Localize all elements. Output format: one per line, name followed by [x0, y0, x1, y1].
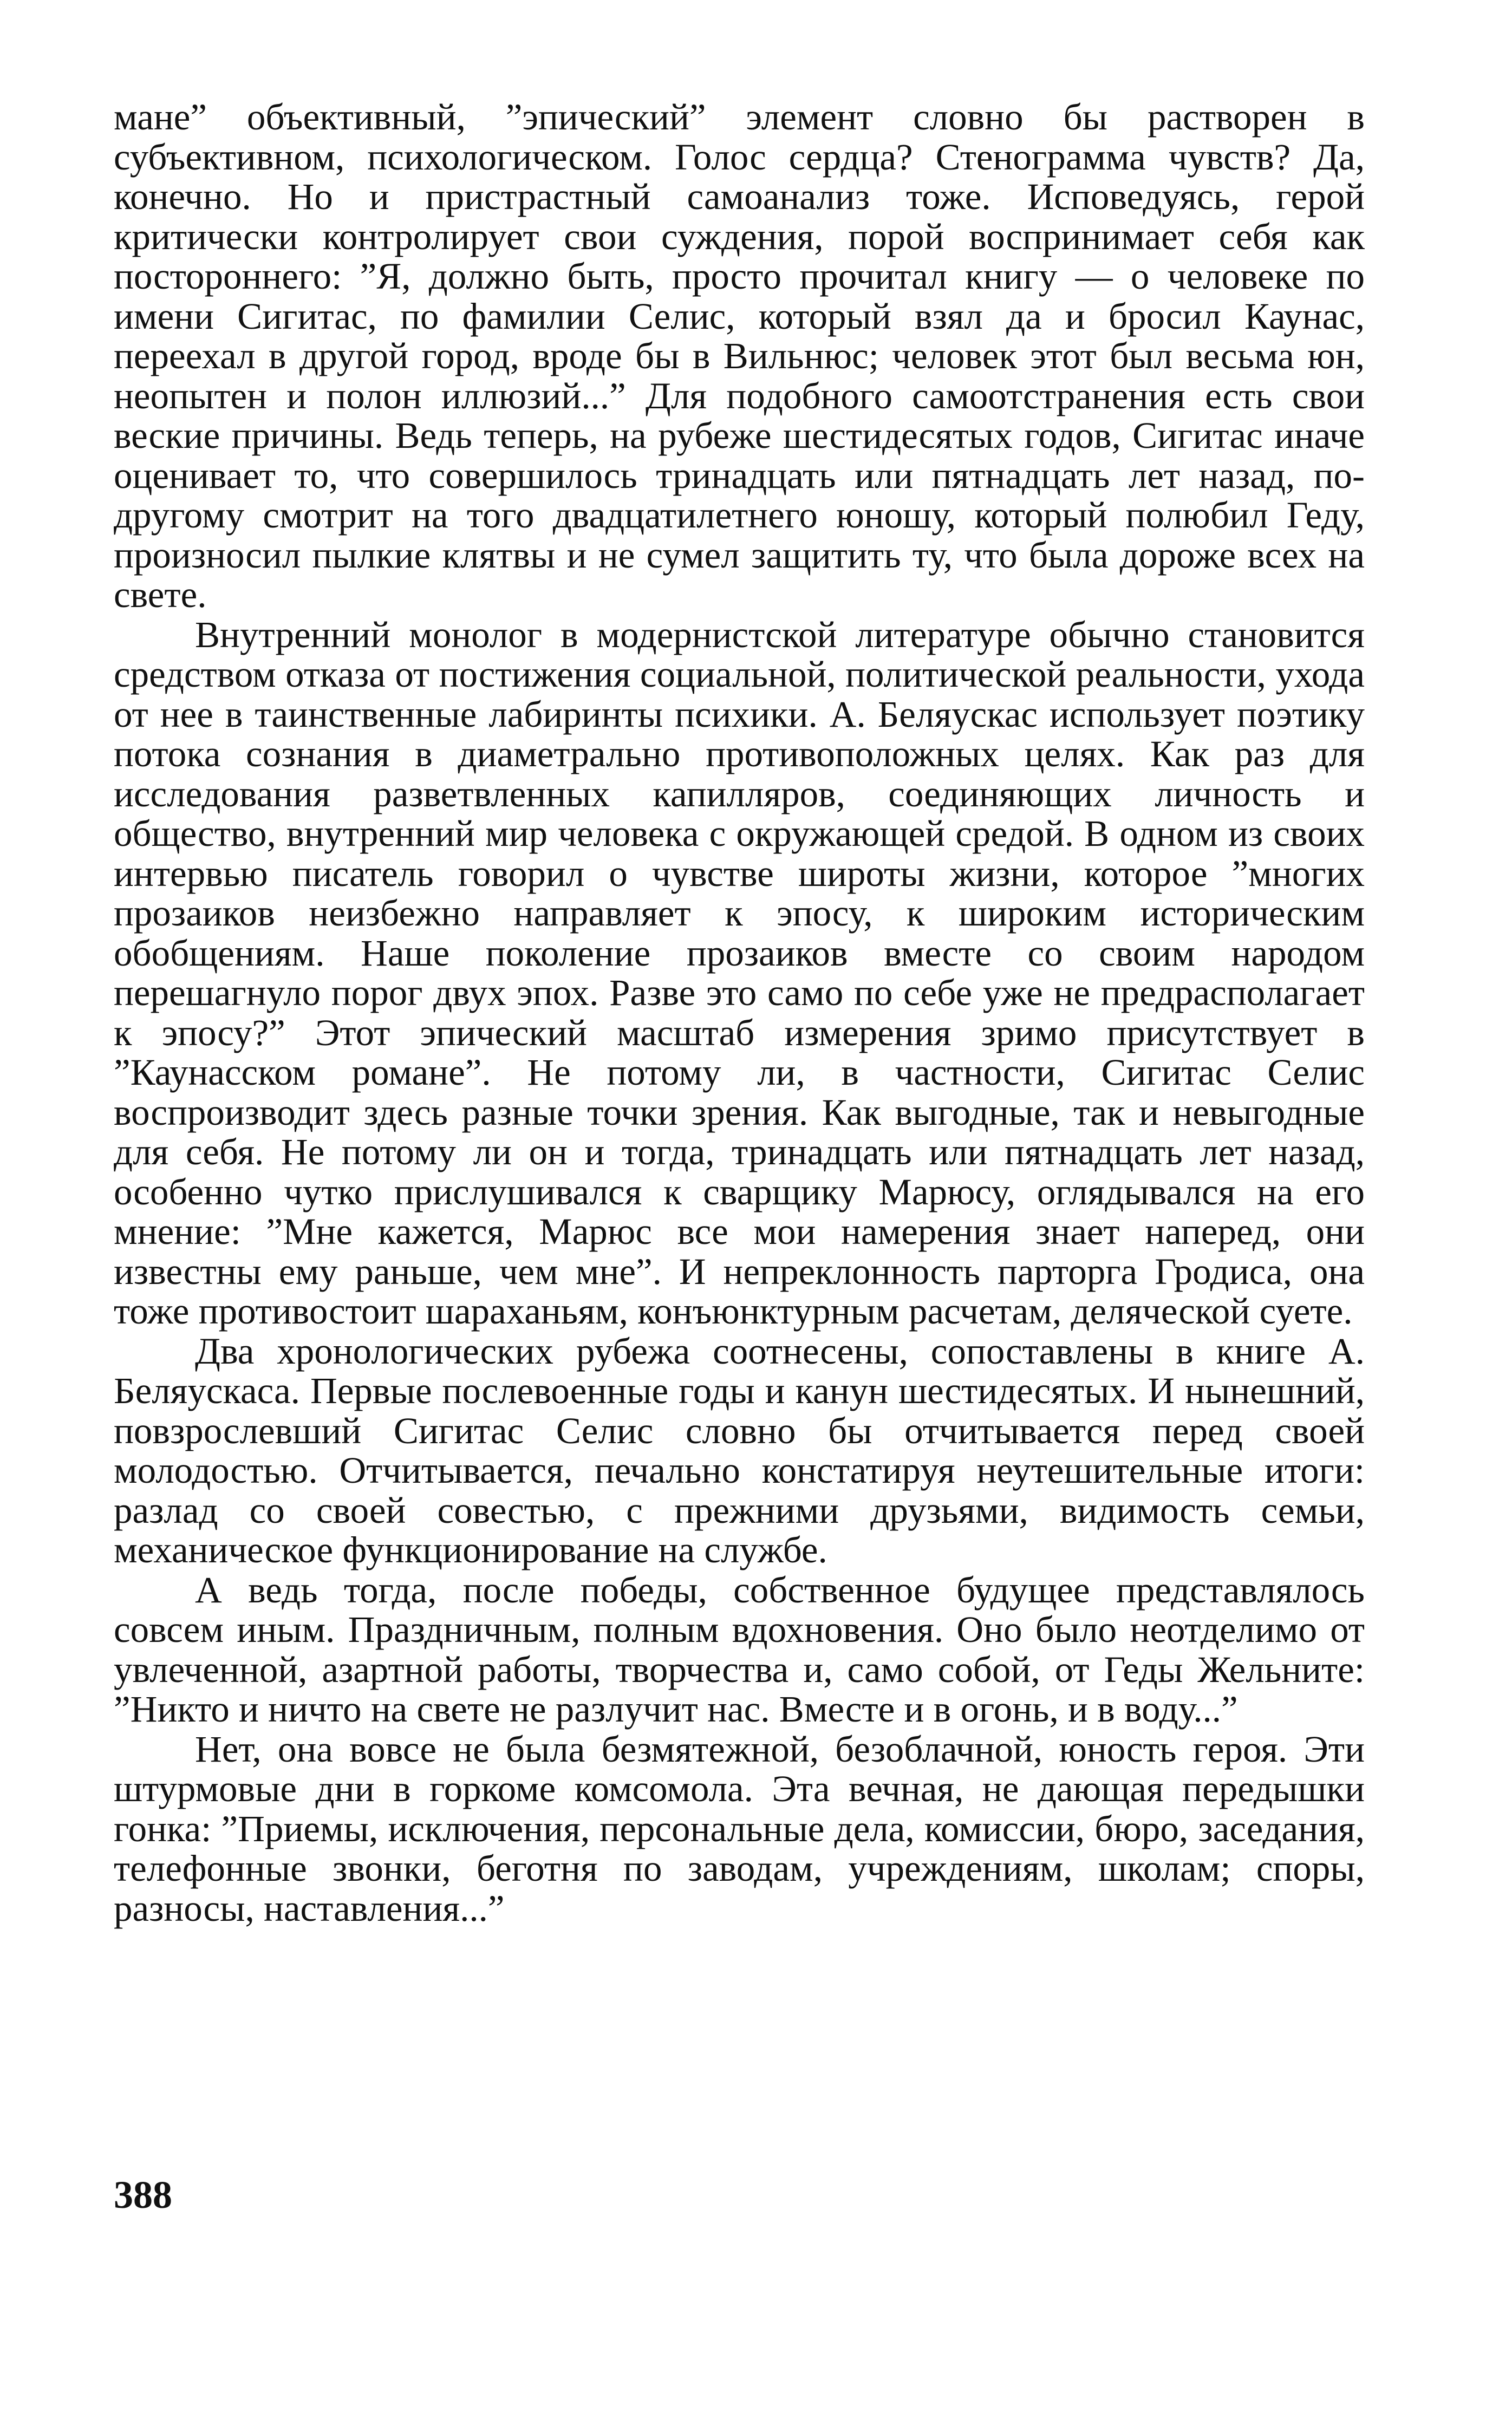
- paragraph-3: Два хронологических рубежа соотнесены, сопоставлены в книге А. Беляускаса. Первые послевоенные годы и канун шестидесятых. И нынешний, повзрослевший Сигитас Селис словно бы отчитывается перед своей молодостью. Отчитывается, печально констатируя неутешительные итоги: разлад со своей совестью, с прежними друзьями, видимость семьи, механическое функционирование на службе.: [114, 1330, 1365, 1570]
- paragraph-4: А ведь тогда, после победы, собственное будущее представлялось совсем иным. Праздничным, полным вдохновения. Оно было неотделимо от увлеченной, азартной работы, творчества и, само собой, от Геды Жельните: ”Никто и ничто на свете не разлучит нас. Вместе и в огонь, и в воду...”: [114, 1569, 1365, 1730]
- paragraph-2: Внутренний монолог в модернистской литературе обычно становится средством отказа от постижения социальной, политической реальности, ухода от нее в таинственные лабиринты психики. А. Беляускас использует поэтику потока сознания в диаметрально противоположных целях. Как раз для исследования разветвленных капилляров, соединяющих личность и общество, внутренний мир человека с окружающей средой. В одном из своих интервью писатель говорил о чувстве широты жизни, которое ”многих прозаиков неизбежно направляет к эпосу, к широким историческим обобщениям. Наше поколение прозаиков вместе со своим народом перешагнуло порог двух эпох. Разве это само по себе уже не предрасполагает к эпосу?” Этот эпический масштаб измерения зримо присутствует в ”Каунасском романе”. Не потому ли, в частности, Сигитас Селис воспроизводит здесь разные точки зрения. Как выгодные, так и невыгодные для себя. Не потому ли он и тогда, тринадцать или пятнадцать лет назад, особенно чутко прислушивался к сварщику Марюсу, оглядывался на его мнение: ”Мне кажется, Марюс все мои намерения знает наперед, они известны ему раньше, чем мне”. И непреклонность парторга Гродиса, она тоже противостоит шараханьям, конъюнктурным расчетам, деляческой суете.: [114, 614, 1365, 1332]
- body-text: [114, 97, 1365, 1928]
- page-number: 388: [114, 2173, 172, 2217]
- paragraph-1: мане” объективный, ”эпический” элемент словно бы растворен в субъективном, психологическом. Голос сердца? Стенограмма чувств? Да, конечно. Но и пристрастный самоанализ тоже. Исповедуясь, герой критически контролирует свои суждения, порой воспринимает себя как постороннего: ”Я, должно быть, просто прочитал книгу — о человеке по имени Сигитас, по фамилии Селис, который взял да и бросил Каунас, переехал в другой город, вроде бы в Вильнюс; человек этот был весьма юн, неопытен и полон иллюзий...” Для подобного самоотстранения есть свои веские причины. Ведь теперь, на рубеже шестидесятых годов, Сигитас иначе оценивает то, что совершилось тринадцать или пятнадцать лет назад, по-другому смотрит на того двадцатилетнего юношу, который полюбил Геду, произносил пылкие клятвы и не сумел защитить ту, что была дороже всех на свете.: [114, 96, 1365, 615]
- paragraph-5: Нет, она вовсе не была безмятежной, безоблачной, юность героя. Эти штурмовые дни в горкоме комсомола. Эта вечная, не дающая передышки гонка: ”Приемы, исключения, персональные дела, комиссии, бюро, заседания, телефонные звонки, беготня по заводам, учреждениям, школам; споры, разносы, наставления...”: [114, 1728, 1365, 1929]
